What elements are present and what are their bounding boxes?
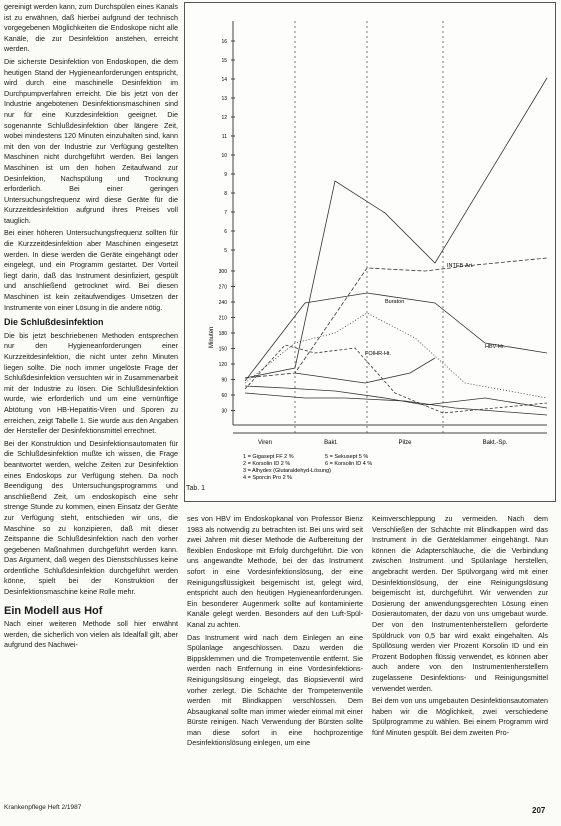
y-tick-label: 240 — [218, 300, 227, 306]
page-number: 207 — [532, 806, 546, 815]
series-line — [245, 345, 547, 413]
paragraph: ses von HBV im Endoskopkanal von Professor Bienz 1983 als notwendig zu betrachten ist. Bei uns wird seit zwei Jahren mit dieser Methode die Aufbereitung der flexiblen Endoskope mit Erfolg durchgeführt. Die von uns angewandte Methode, bei der das Instrument sofort in eine Vordesinfektionslösung, der eine Reinigungsflüssigkeit beigemischt ist, gelegt wird, entspricht auch den heutigen Hygieneanforderungen. Ein besonderer Augenmerk sollte auf kontaminierte Kanäle gelegt werden. Besonders auf den Luft-Spül-Kanal zu achten. — [187, 514, 363, 629]
y-tick-label: 90 — [221, 377, 227, 384]
paragraph: Das Instrument wird nach dem Einlegen an eine Spülanlage angeschlossen. Dazu werden die Bippsklemmen und die Trompetenventile entfernt. Sie werden nach Entfernung in eine Vordesinfektions-Reinigungslösung eingelegt, das Biopsieventil wird vorher zerlegt. Die Schächte der Trompetenventile werden mit Blindkappen verschlossen. Dem Absaugkanal sollte man immer wieder einmal mit einer Bürste reinigen. Nach Verwendung der Bürsten sollte man diese sofort in eine hochprozentige Desinfektionslösung einlegen, um eine — [187, 632, 363, 748]
figure-table-1 — [184, 2, 556, 502]
series-lines — [245, 78, 547, 415]
journal-footer: Krankenpflege Heft 2/1987 — [4, 804, 82, 811]
paragraph: Bei der Konstruktion und Desinfektionsautomaten für die Schlußdesinfektion mußte ich wissen, die Frage beantwortet werden, welche Zeiten zur Desinfektion eines Endoskops zur Verfügung stehen. Da noch Beendigung des Untersuchungsprogramms und anschließend Zeit, um endoskopisch eine sehr strenge Stunde zu kommen, einen Einsatz der Geräte zur Verfügung steht, entschieden wir uns, die Maschine so zu konzipieren, daß mit dieser Zeitspanne die Schlußdesinfektion nach den vorher gegebenen Maßnahmen durchgeführt werden kann. Das Argument, daß wegen des Dienstschlusses keine ordentliche Schlußdesinfektion durchgeführt werden könne, spielt bei der Konstruktion der Desinfektionsmaschine keine Rolle mehr. — [4, 438, 178, 597]
paragraph: Die bis jetzt beschriebenen Methoden entsprechen nur den Hygieneanforderungen einer Kurzzeitdesinfektion, die nicht unter zehn Minuten liegen sollte. Die noch immer ungelöste Frage der Schlußdesinfektion versuchten wir in Zusammenarbeit mit der Industrie zu lösen. Die Schlußdesinfektion wurde, wie erforderlich und um eine vernünftige Abtötung von HB-Hepatitis-Viren und Sporen zu erreichen, zeigt Tabelle 1. Sie wurde aus den Angaben der Hersteller der Desinfektionsmittel errechnet. — [4, 330, 178, 436]
series-line — [245, 313, 547, 398]
right-column — [372, 514, 548, 740]
y-tick-label: 9 — [224, 172, 227, 178]
y-tick-label: 270 — [218, 284, 227, 291]
series-line — [245, 258, 547, 378]
y-tick-label: 6 — [224, 229, 227, 235]
y-tick-label: 11 — [221, 134, 227, 140]
y-tick-label: 60 — [221, 393, 227, 399]
figure-caption: Tab. 1 — [186, 485, 206, 492]
y-tick-label: 13 — [221, 96, 227, 102]
legend-entry: 3 = Alhydex (Glutaraldehyd-Lösung) — [243, 468, 331, 474]
legend-entry: 5 = Sekusept 5 % — [325, 454, 369, 460]
legend-entry: 6 = Korsolin ID 4 % — [325, 461, 373, 467]
y-tick-label: 16 — [221, 39, 227, 45]
series-line — [295, 358, 435, 383]
paragraph: Die sicherste Desinfektion von Endoskopen, die dem heutigen Stand der Hygieneanforderungen entspricht, wird durch eine maschinelle Desinfektion im Durchpumpverfahren erreicht. Die bis jetzt von der Industrie angebotenen Desinfektionsmaschinen sind nur für eine Kurzdesinfektion geeignet. Die sogenannte Schlußdesinfektion über längere Zeit, wobei mindestens 120 Minuten einzuhalten sind, kann mit den von der Industrie zur Verfügung gestellten Maschinen nicht durchgeführt werden. Bei langen Maschinen ist um den hohen Zeitaufwand zur Desinfektion, Nachspülung und Trocknung erforderlich. Bei einer geringen Untersuchungsfrequenz wird diese Geräte für die Kurzzeitdesinfektion aufgrund ihres Preises voll tauglich. — [4, 56, 178, 225]
y-tick-label: 8 — [224, 191, 227, 197]
y-tick-label: 14 — [221, 77, 227, 83]
legend — [243, 454, 372, 481]
series-line — [245, 78, 547, 378]
series-line — [245, 393, 547, 415]
line-label: Buraton — [385, 299, 405, 305]
paragraph: gereinigt werden kann, zum Durchspülen eines Kanals ist zu erwähnen, daß hierbei aufgrund der technisch vorgegebenen Möglichkeiten die Endoskope nicht alle Kanäle, die zur Desinfektion anstehen, erreicht werden. — [4, 2, 178, 54]
y-tick-label: 5 — [224, 248, 227, 254]
line-label: HBV-Hr. — [485, 344, 505, 350]
y-axis-label: Minuten — [209, 326, 215, 348]
legend-entry: 1 = Gigasept FF 2 % — [243, 454, 294, 460]
left-column — [4, 2, 178, 653]
legend-entry: 4 = Sporcin Pro 2 % — [243, 475, 293, 481]
line-label: FOIHR-Ht. — [365, 351, 391, 357]
y-tick-label: 15 — [221, 58, 227, 64]
paragraph: Keimverschleppung zu vermeiden. Nach dem Verschließen der Schächte mit Blindkappen wird das Instrument in die Geräteklammer eingehängt. Nun können die Adapterschläuche, die die Verbindung zwischen Instrument und Spülanlage herstellen, angebracht werden. Der Spülvorgang wird mit einer Desinfektionslösung, der eine Reinigungslösung beigemischt ist, durchgeführt. Wir verwenden zur Dosierung der anwendungsgerechten Lösung einen Dosierautomaten, der dazu von uns umgebaut wurde. Der von den Instrumentenherstellern geforderte Spüldruck von 0,5 bar wird exakt eingehalten. Als Spüllösung werden vier Prozent Korsolin ID und ein Prozent Bodophen flüssig verwendet, es können aber auch andere von den Instrumentenherstellern zugelassene Desinfektions- und Reinigungsmittel verwendet werden. — [372, 514, 548, 693]
y-tick-label: 210 — [218, 315, 227, 322]
category-label: Bakt. — [324, 440, 338, 446]
series-line — [245, 293, 547, 381]
paragraph: Bei einer höheren Untersuchungsfrequenz sollten für die Kurzzeitdesinfektion aber Maschinen eingesetzt werden. In diese werden die Geräte eingehängt oder eingelegt, und ein Programm gestartet. Der Vorteil liegt darin, daß das Instrument desinfiziert, gespült und anschließend getrocknet wird. Bei diesen Maschinen ist kein zeitaufwendiges Umsetzen der Instrumente von einer Lösung in die andere nötig. — [4, 228, 178, 312]
figure-chart — [185, 3, 555, 483]
y-tick-label: 30 — [221, 408, 227, 415]
y-tick-label: 12 — [221, 115, 227, 121]
y-tick-label: 300 — [218, 269, 227, 275]
section-heading: Die Schlußdesinfektion — [4, 317, 104, 328]
y-tick-label: 7 — [224, 210, 227, 216]
line-label: INTEB-Art. — [447, 263, 474, 269]
category-label: Bakt.-Sp. — [482, 440, 508, 446]
y-tick-label: 150 — [218, 346, 227, 353]
y-tick-label: 180 — [218, 331, 227, 337]
paragraph: Nach einer weiteren Methode soll hier erwähnt werden, die sicherlich von vielen als Idealfall gilt, aber aufgrund des Nachwei- — [4, 619, 178, 650]
y-tick-label: 120 — [218, 362, 227, 368]
category-label: Viren — [258, 440, 272, 446]
paragraph: Bei dem von uns umgebauten Desinfektionsautomaten haben wir die Möglichkeit, zwei verschiedene Spülprogramme zu wählen. Bei einem Programm wird fünf Minuten gespült. Bei dem zweiten Pro- — [372, 696, 548, 737]
category-label: Pilze — [398, 440, 412, 446]
middle-column — [187, 514, 363, 751]
legend-entry: 2 = Korsolin ID 2 % — [243, 461, 291, 467]
y-tick-label: 10 — [221, 153, 227, 159]
section-heading: Ein Modell aus Hof — [4, 604, 103, 617]
